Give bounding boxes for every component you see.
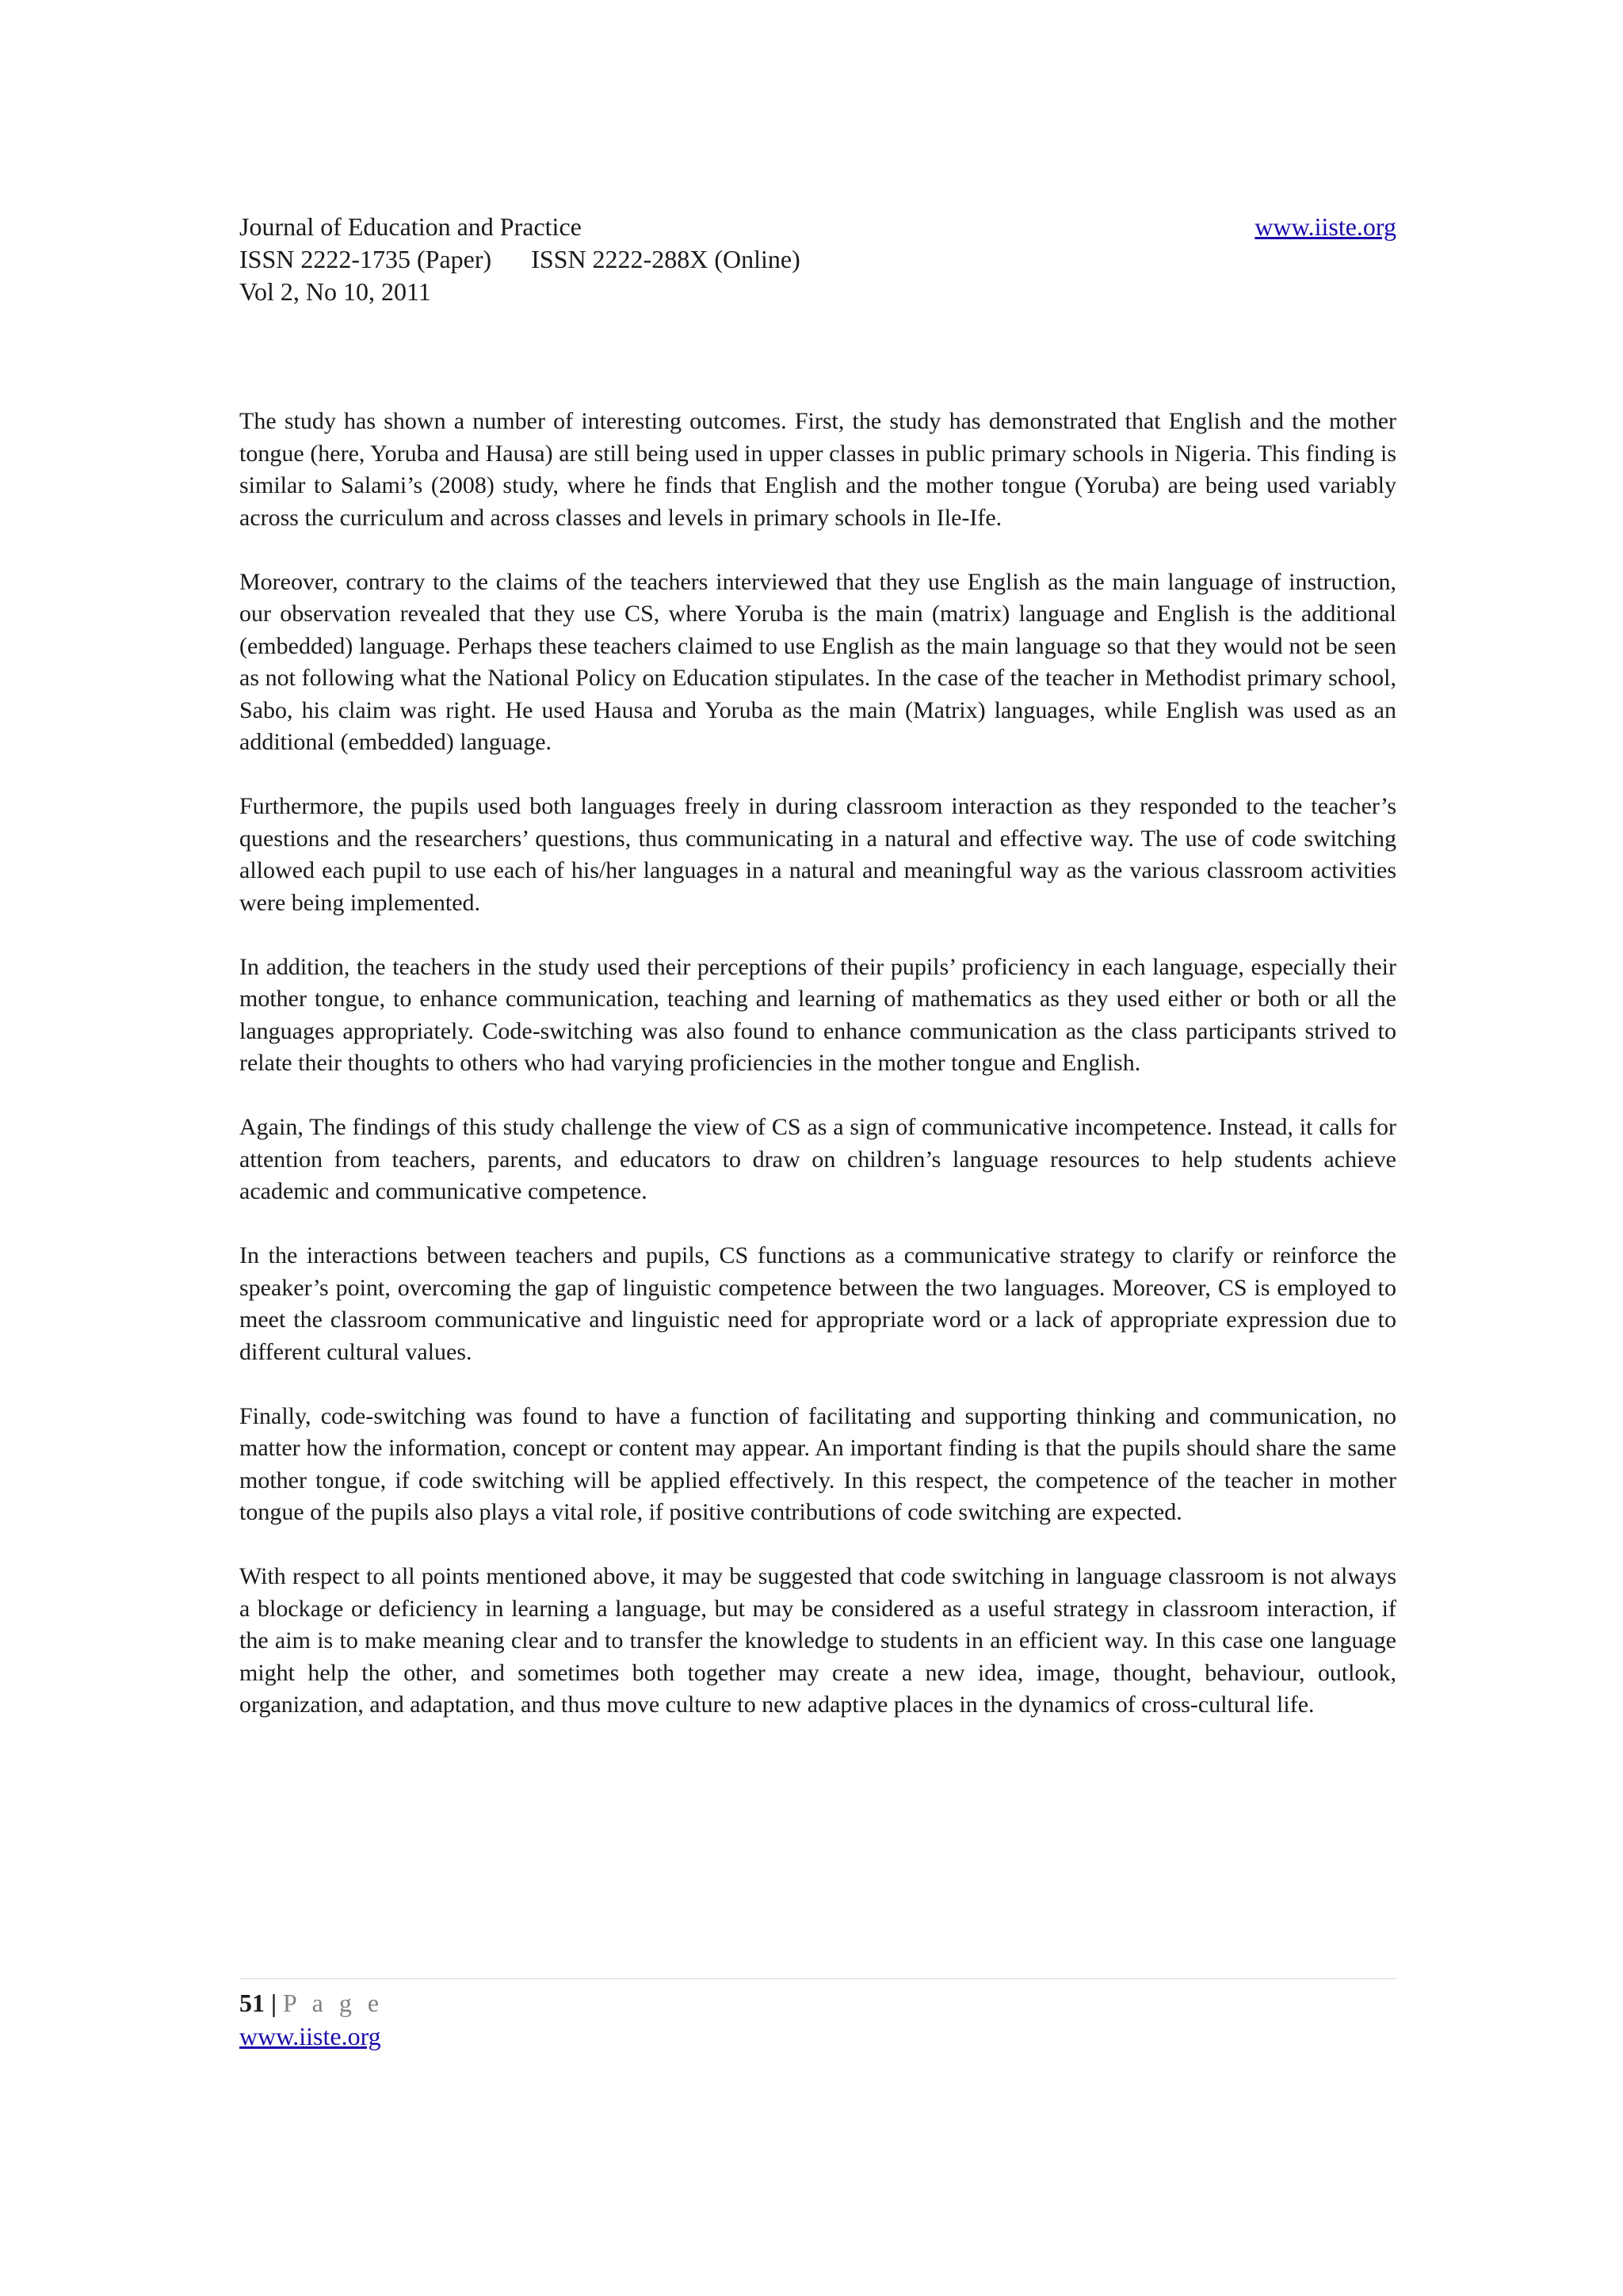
page-footer <box>239 1986 384 2053</box>
paragraph: The study has shown a number of interesting outcomes. First, the study has demonstrated that English and the mother tongue (here, Yoruba and Hausa) are still being used in upper classes in public primary schools in Nigeria. This finding is similar to Salami’s (2008) study, where he finds that English and the mother tongue (Yoruba) are being used variably across the curriculum and across classes and levels in primary schools in Ile-Ife. <box>239 408 1396 531</box>
page-separator: | <box>271 1989 277 2017</box>
issn-line <box>239 243 1396 276</box>
footer-website-link[interactable]: www.iiste.org <box>239 2022 381 2050</box>
paragraph: In addition, the teachers in the study used their perceptions of their pupils’ proficiency in each language, especially their mother tongue, to enhance communication, teaching and learning of mathematics as they used either or both or all the languages appropriately. Code-switching was also found to enhance communication as the class participants strived to relate their thoughts to others who had varying proficiencies in the mother tongue and English. <box>239 953 1396 1076</box>
page-label: P a g e <box>283 1989 384 2017</box>
paragraph: With respect to all points mentioned above, it may be suggested that code switching in language classroom is not always a blockage or deficiency in learning a language, but may be considered as a useful strategy in classroom interaction, if the aim is to make meaning clear and to transfer the knowledge to students in an efficient way. In this case one language might help the other, and sometimes both together may create a new idea, image, thought, behaviour, outlook, organization, and adaptation, and thus move culture to new adaptive places in the dynamics of cross-cultural life. <box>239 1563 1396 1718</box>
paragraph: Furthermore, the pupils used both languages freely in during classroom interaction as they responded to the teacher’s questions and the researchers’ questions, thus communicating in a natural and effective way. The use of code switching allowed each pupil to use each of his/her languages in a natural and meaningful way as the various classroom activities were being implemented. <box>239 793 1396 916</box>
volume-info: Vol 2, No 10, 2011 <box>239 277 431 306</box>
header-website-link[interactable]: www.iiste.org <box>1254 212 1396 241</box>
page-indicator <box>239 1986 384 2019</box>
issn-online: ISSN 2222-288X (Online) <box>531 245 800 273</box>
running-header <box>239 211 1396 308</box>
paragraph: Again, The findings of this study challenge the view of CS as a sign of communicative incompetence. Instead, it calls for attention from teachers, parents, and educators to draw on children’s language resources to help students achieve academic and communicative competence. <box>239 1114 1396 1204</box>
journal-title: Journal of Education and Practice <box>239 212 582 241</box>
footer-divider <box>239 1978 1396 1979</box>
issn-paper: ISSN 2222-1735 (Paper) <box>239 245 492 273</box>
paragraph: Moreover, contrary to the claims of the teachers interviewed that they use English as the main language of instruction, our observation revealed that they use CS, where Yoruba is the main (matrix) language and English is the additional (embedded) language. Perhaps these teachers claimed to use English as the main language so that they would not be seen as not following what the National Policy on Education stipulates. In the case of the teacher in Methodist primary school, Sabo, his claim was right. He used Hausa and Yoruba as the main (Matrix) languages, while English was used as an additional (embedded) language. <box>239 568 1396 755</box>
paragraph: Finally, code-switching was found to have a function of facilitating and supporting thinking and communication, no matter how the information, concept or content may appear. An important finding is that the pupils should share the same mother tongue, if code switching will be applied effectively. In this respect, the competence of the teacher in mother tongue of the pupils also plays a vital role, if positive contributions of code switching are expected. <box>239 1402 1396 1525</box>
paragraph: In the interactions between teachers and pupils, CS functions as a communicative strategy to clarify or reinforce the speaker’s point, overcoming the gap of linguistic competence between the two languages. Moreover, CS is employed to meet the classroom communicative and linguistic need for appropriate word or a lack of appropriate expression due to different cultural values. <box>239 1242 1396 1365</box>
page-number: 51 <box>239 1989 265 2017</box>
article-body <box>239 406 1396 1753</box>
